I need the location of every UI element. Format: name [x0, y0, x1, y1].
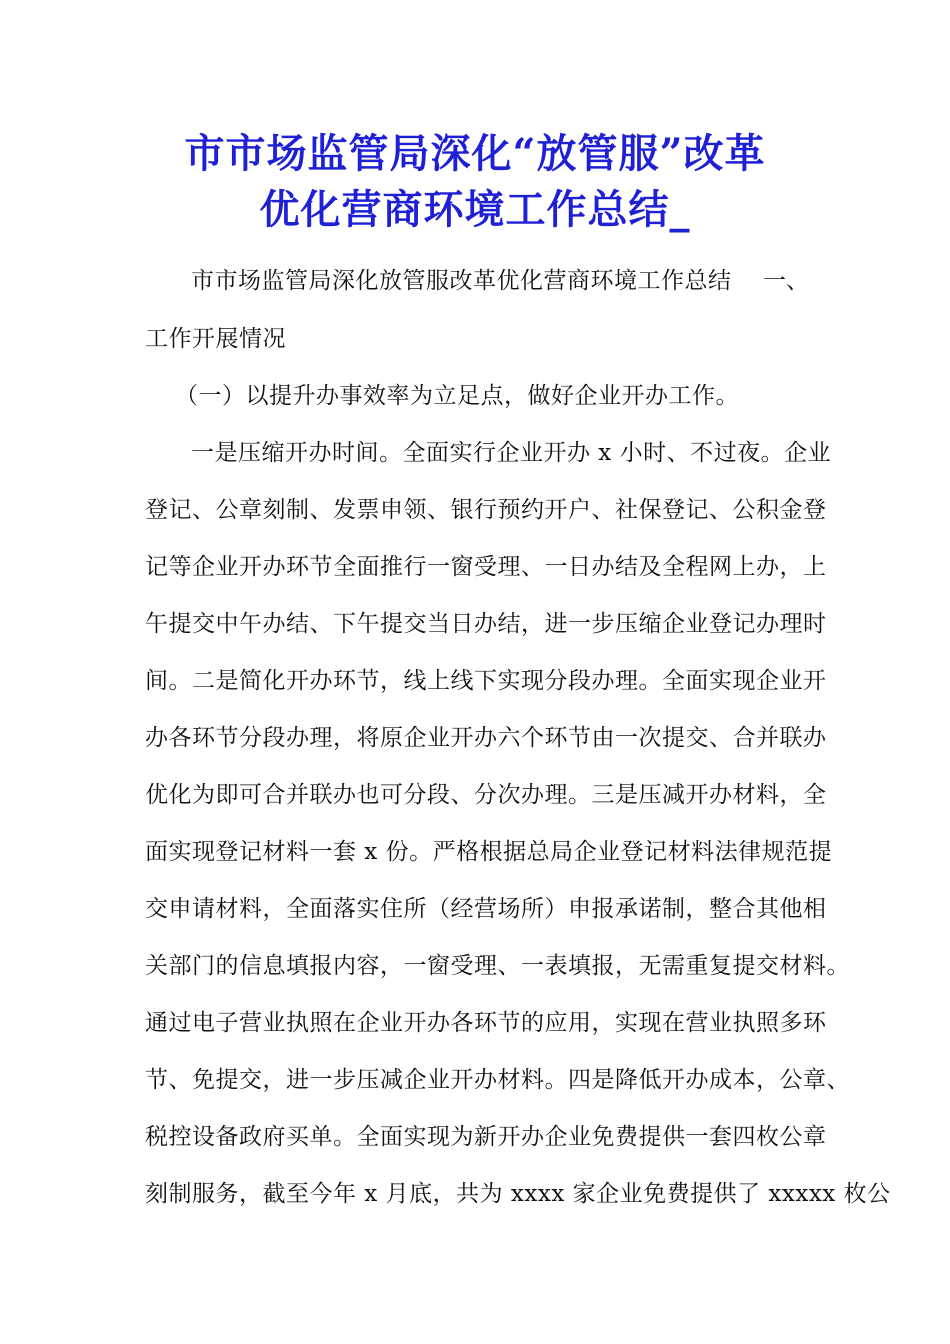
body-line: 刻制服务，截至今年 x 月底，共为 xxxx 家企业免费提供了 xxxxx 枚公 — [145, 1181, 891, 1207]
body-line: 节、免提交，进一步压减企业开办材料。四是降低开办成本，公章、 — [145, 1067, 850, 1093]
body-line: 交申请材料，全面落实住所（经营场所）申报承诺制，整合其他相 — [145, 896, 827, 922]
body-line: 通过电子营业执照在企业开办各环节的应用，实现在营业执照多环 — [145, 1010, 827, 1036]
body-line: 午提交中午办结、下午提交当日办结，进一步压缩企业登记办理时 — [145, 611, 827, 637]
body-line: 关部门的信息填报内容，一窗受理、一表填报，无需重复提交材料。 — [145, 953, 850, 979]
body-line: 面实现登记材料一套 x 份。严格根据总局企业登记材料法律规范提 — [145, 839, 833, 865]
body-line: 税控设备政府买单。全面实现为新开办企业免费提供一套四枚公章 — [145, 1124, 827, 1150]
body-line: 间。二是简化开办环节，线上线下实现分段办理。全面实现企业开 — [145, 668, 827, 694]
document-title-line-1: 市市场监管局深化“放管服”改革 — [184, 130, 766, 177]
intro-text: 市市场监管局深化放管服改革优化营商环境工作总结 — [191, 268, 732, 294]
document-title-line-2: 优化营商环境工作总结_ — [259, 186, 691, 233]
body-line: 登记、公章刻制、发票申领、银行预约开户、社保登记、公积金登 — [145, 497, 827, 523]
section-title: 工作开展情况 — [145, 326, 286, 352]
subsection-heading: （一）以提升办事效率为立足点，做好企业开办工作。 — [175, 383, 739, 409]
body-line: 优化为即可合并联办也可分段、分次办理。三是压减开办材料，全 — [145, 782, 827, 808]
body-line: 办各环节分段办理，将原企业开办六个环节由一次提交、合并联办 — [145, 725, 827, 751]
section-number: 一、 — [763, 268, 809, 294]
body-line: 记等企业开办环节全面推行一窗受理、一日办结及全程网上办，上 — [145, 554, 827, 580]
body-line: 一是压缩开办时间。全面实行企业开办 x 小时、不过夜。企业 — [191, 440, 832, 466]
